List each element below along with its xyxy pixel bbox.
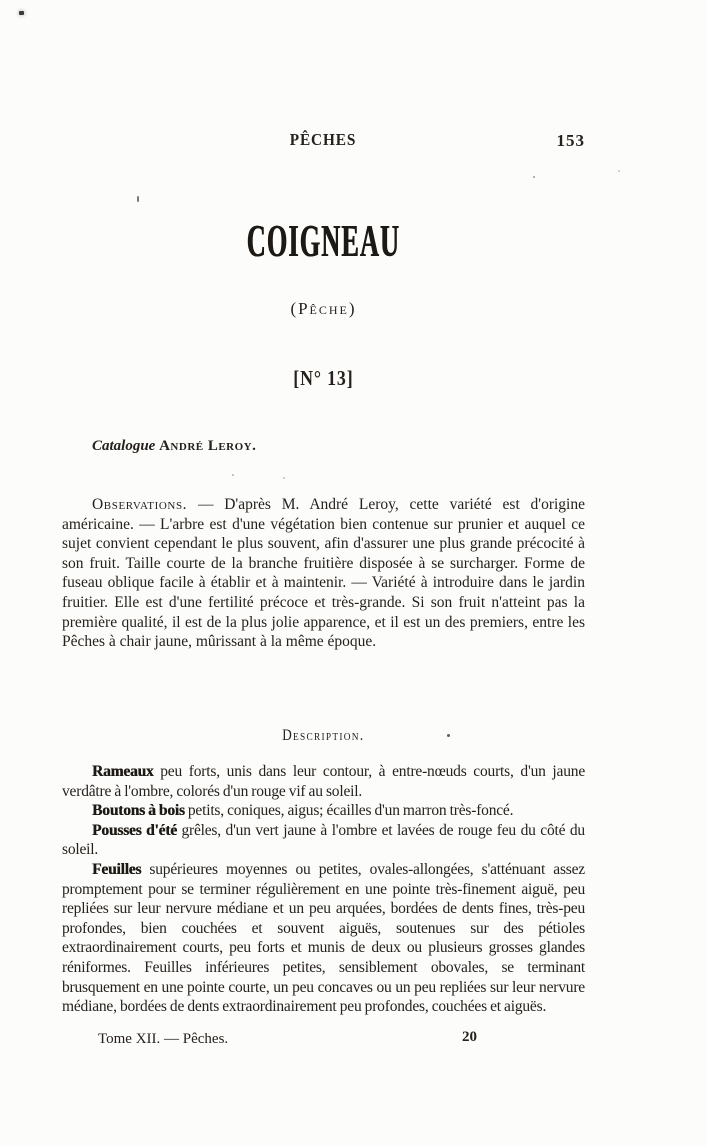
description-entry-boutons	[62, 801, 585, 821]
catalogue-label: Catalogue	[92, 438, 156, 454]
fruit-type-subtitle: (Pêche)	[290, 299, 357, 318]
signature-number: 20	[462, 1029, 477, 1045]
scan-speck	[19, 11, 24, 15]
description-section	[62, 762, 585, 1017]
description-heading-block	[62, 727, 585, 745]
scan-speck	[447, 734, 450, 737]
entry-number: [N° 13]	[293, 366, 354, 390]
pousses-label: Pousses d'été	[92, 821, 177, 839]
rameaux-text: peu forts, unis dans leur contour, à entre-nœuds courts, d'un jaune verdâtre à l'ombre, colorés d'un rouge vif au soleil.	[62, 763, 585, 800]
subtitle-block	[62, 299, 585, 319]
description-entry-pousses	[62, 821, 585, 860]
description-heading: Description.	[282, 727, 365, 744]
page-header	[62, 130, 585, 150]
running-title: PÊCHES	[290, 130, 357, 149]
tome-label: Tome XII. — Pêches.	[98, 1031, 229, 1047]
catalogue-line	[62, 438, 615, 455]
pousses-text: grêles, d'un vert jaune à l'ombre et lavées de rouge feu du côté du soleil.	[62, 821, 585, 859]
catalogue-name: André Leroy.	[159, 438, 257, 454]
boutons-label: Boutons à bois	[92, 802, 185, 820]
scan-speck	[232, 474, 234, 476]
observations-paragraph	[62, 495, 585, 652]
scan-speck	[618, 170, 620, 172]
observations-text: — D'après M. André Leroy, cette variété est d'origine américaine. — L'arbre est d'une végétation bien contenue sur prunier et auquel ce sujet convient cependant le plus souvent, afin d'assurer une plus grande précocité à son fruit. Taille courte de la branche fruitière disposée à se surcharger. Forme de fuseau oblique facile à établir et à maintenir. — Variété à introduire dans le jardin fruitier. Elle est d'une fertilité précoce et très-grande. Si son fruit n'atteint pas la première qualité, il est de la plus jolie apparence, et il est un des premiers, entre les Pêches à chair jaune, mûrissant à la même époque.	[62, 496, 585, 651]
observations-label: Observations.	[92, 496, 188, 513]
title-block	[62, 215, 585, 266]
entry-number-block	[62, 366, 585, 391]
description-entry-feuilles	[62, 860, 585, 1017]
scan-speck	[137, 196, 139, 202]
feuilles-label: Feuilles	[92, 860, 142, 878]
description-entry-rameaux	[62, 762, 585, 801]
boutons-text: petits, coniques, aigus; écailles d'un marron très-foncé.	[187, 802, 514, 820]
scan-speck	[533, 176, 535, 178]
page-number: 153	[556, 131, 585, 150]
variety-title: COIGNEAU	[246, 215, 401, 266]
feuilles-text: supérieures moyennes ou petites, ovales-allongées, s'atténuant assez promptement pour se terminer régulièrement en une pointe très-finement aiguë, peu repliées sur leur nervure médiane et un peu arquées, bordées de dents fines, très-peu profondes, bien couchées et souvent aiguës, soutenues sur des pétioles extraordinairement courts, peu forts et munis de deux ou plusieurs grosses glandes réniformes. Feuilles inférieures petites, sensiblement obovales, se terminant brusquement en une pointe courte, un peu concaves ou un peu repliées sur leur nervure médiane, bordées de dents extraordinairement peu profondes, couchées et aiguës.	[62, 860, 585, 1016]
scan-speck	[283, 477, 285, 479]
rameaux-label: Rameaux	[92, 763, 154, 780]
